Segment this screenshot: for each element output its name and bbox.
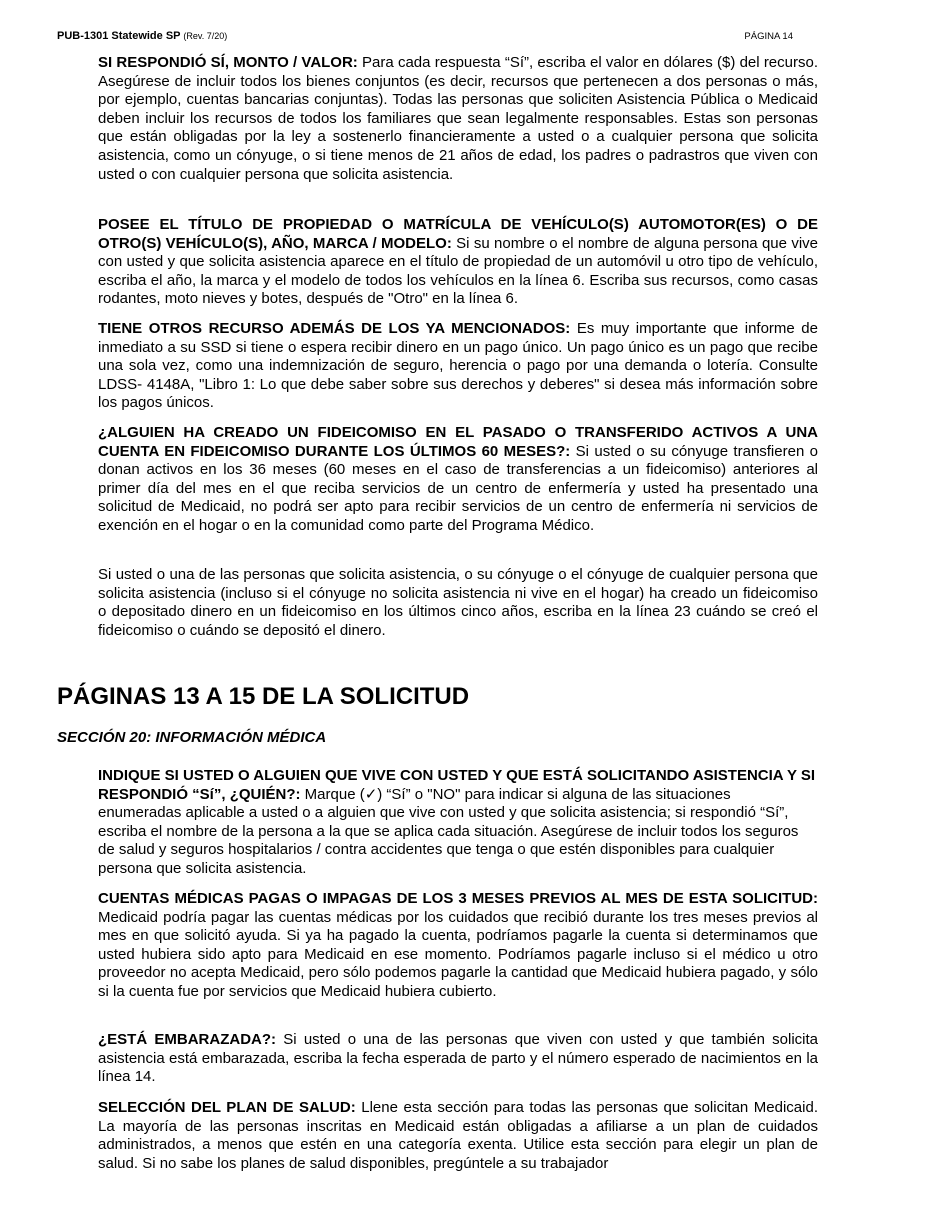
document-id (57, 30, 227, 42)
paragraph-heading: SI RESPONDIÓ SÍ, MONTO / VALOR: (98, 54, 358, 71)
paragraph-otros-recursos (98, 320, 818, 413)
paragraph-heading: TIENE OTROS RECURSO ADEMÁS DE LOS YA MENCIONADOS: (98, 320, 571, 337)
paragraph-body: Si usted o una de las personas que solicita asistencia, o su cónyuge o el cónyuge de cualquier persona que solicita asistencia (incluso si el cónyuge no solicita asistencia ni vive en el hogar) ha creado un fideicomiso o depositado dinero en un fideicomiso en los últimos cinco años, escriba en la línea 23 cuándo se creó el fideicomiso o cuándo se depositó el dinero. (98, 566, 818, 639)
paragraph-heading: INDIQUE SI USTED O ALGUIEN QUE VIVE CON USTED Y QUE ESTÁ SOLICITANDO ASISTENCIA Y SI RESPONDIÓ “Sí”, ¿QUIÉN?: (98, 767, 816, 803)
paragraph-text (98, 767, 818, 879)
document-code: PUB-1301 Statewide SP (57, 30, 181, 42)
paragraph-heading: ¿ALGUIEN HA CREADO UN FIDEICOMISO EN EL PASADO O TRANSFERIDO ACTIVOS A UNA CUENTA EN FIDEICOMISO DURANTE LOS ÚLTIMOS 60 MESES?: (98, 424, 818, 460)
paragraph-monto-valor (98, 54, 818, 184)
paragraph-plan-de-salud (98, 1099, 818, 1173)
paragraph-embarazada (98, 1031, 818, 1087)
paragraph-body: Medicaid podría pagar las cuentas médicas por los cuidados que recibió durante los tres meses previos al mes en que solicitó ayuda. Si ya ha pagado la cuenta, podríamos pagarle la cuenta si determinamos que usted hubiera sido apto para Medicaid en ese momento. Podríamos pagarle incluso si el médico u otro proveedor no acepta Medicaid, pero sólo podemos pagarle la cantidad que Medicaid hubiera pagado, y sólo si la cuenta fue por servicios que Medicaid hubiera cubierto. (98, 908, 818, 1000)
paragraph-text (98, 1099, 818, 1173)
paragraph-body: Es muy importante que informe de inmediato a su SSD si tiene o espera recibir dinero en un pago único. Un pago único es un pago que recibe una sola vez, como una indemnización de seguro, herencia o pago por una demanda o lotería. Consulte LDSS- 4148A, "Libro 1: Lo que debe saber sobre sus derechos y deberes" si desea más información sobre los pagos únicos. (98, 320, 818, 412)
paragraph-text (98, 320, 818, 413)
paragraph-fideicomiso-linea-23 (98, 566, 818, 640)
paragraph-body: Para cada respuesta “Sí”, escriba el valor en dólares ($) del recurso. Asegúrese de incluir todos los bienes conjuntos (es decir, recursos que pertenecen a dos personas o más, por ejemplo, cuentas bancarias conjuntas). Todas las personas que soliciten Asistencia Pública o Medicaid deben incluir los recursos de todos los familiares que sean legalmente responsables. Estas son personas que están obligadas por la ley a sostenerlo financieramente a usted o a cualquier persona que solicita asistencia, como un cónyuge, o si tiene menos de 21 años de edad, los padres o padrastros que viven con usted o con cualquier persona que solicita asistencia. (98, 54, 818, 183)
subsection-heading: SECCIÓN 20: INFORMACIÓN MÉDICA (57, 729, 327, 746)
paragraph-text (98, 1031, 818, 1087)
page-header (57, 30, 793, 44)
paragraph-text (98, 566, 818, 640)
page-number: PÁGINA 14 (744, 31, 793, 42)
paragraph-heading: POSEE EL TÍTULO DE PROPIEDAD O MATRÍCULA DE VEHÍCULO(S) AUTOMOTOR(ES) O DE OTRO(S) VEHÍCULO(S), AÑO, MARCA / MODELO: (98, 216, 818, 252)
paragraph-cuentas-medicas (98, 890, 818, 1002)
paragraph-text (98, 216, 818, 309)
paragraph-situaciones (98, 767, 818, 879)
paragraph-vehiculos (98, 216, 818, 309)
paragraph-body: Si usted o una de las personas que viven con usted y que también solicita asistencia está embarazada, escriba la fecha esperada de parto y el número esperado de nacimientos en la línea 14. (98, 1031, 818, 1086)
paragraph-heading: CUENTAS MÉDICAS PAGAS O IMPAGAS DE LOS 3 MESES PREVIOS AL MES DE ESTA SOLICITUD: (98, 890, 818, 907)
paragraph-text (98, 890, 818, 1002)
paragraph-body: Si usted o su cónyuge transfieren o donan activos en los 36 meses (60 meses en el caso de transferencias a un fideicomiso) anteriores al primer día del mes en el que reciba servicios de un centro de enfermería y usted ha presentado una solicitud de Medicaid, no podrá ser apto para recibir servicios de un centro de enfermería ni servicios de exención en el hogar o en la comunidad como parte del Programa Médico. (98, 442, 818, 534)
paragraph-heading: ¿ESTÁ EMBARAZADA?: (98, 1031, 277, 1048)
paragraph-fideicomiso (98, 424, 818, 536)
document-revision: (Rev. 7/20) (183, 31, 228, 41)
paragraph-body: Llene esta sección para todas las personas que solicitan Medicaid. La mayoría de las personas inscritas en Medicaid están obligadas a afiliarse a un plan de cuidados administrados, a menos que estén en una categoría exenta. Utilice esta sección para elegir un plan de salud. Si no sabe los planes de salud disponibles, pregúntele a su trabajador (98, 1099, 818, 1172)
paragraph-text (98, 424, 818, 536)
paragraph-text (98, 54, 818, 184)
section-heading: PÁGINAS 13 A 15 DE LA SOLICITUD (57, 683, 470, 710)
paragraph-body: Marque (✓) “Sí” o "NO" para indicar si alguna de las situaciones enumeradas aplicable a usted o a alguien que vive con usted y que solicita asistencia; si respondió “Sí”, escriba el nombre de la persona a la que se aplica cada situación. Asegúrese de incluir todos los seguros de salud y seguros hospitalarios / contra accidentes que tenga o que estén disponibles para cualquier persona que solicita asistencia. (98, 785, 799, 877)
paragraph-heading: SELECCIÓN DEL PLAN DE SALUD: (98, 1099, 356, 1116)
paragraph-body: Si su nombre o el nombre de alguna persona que vive con usted y que solicita asistencia aparece en el título de propiedad de un automóvil u otro tipo de vehículo, escriba el año, la marca y el modelo de todos los vehículos en la línea 6. Escriba sus recursos, como casas rodantes, moto nieves y botes, después de "Otro" en la línea 6. (98, 234, 818, 308)
